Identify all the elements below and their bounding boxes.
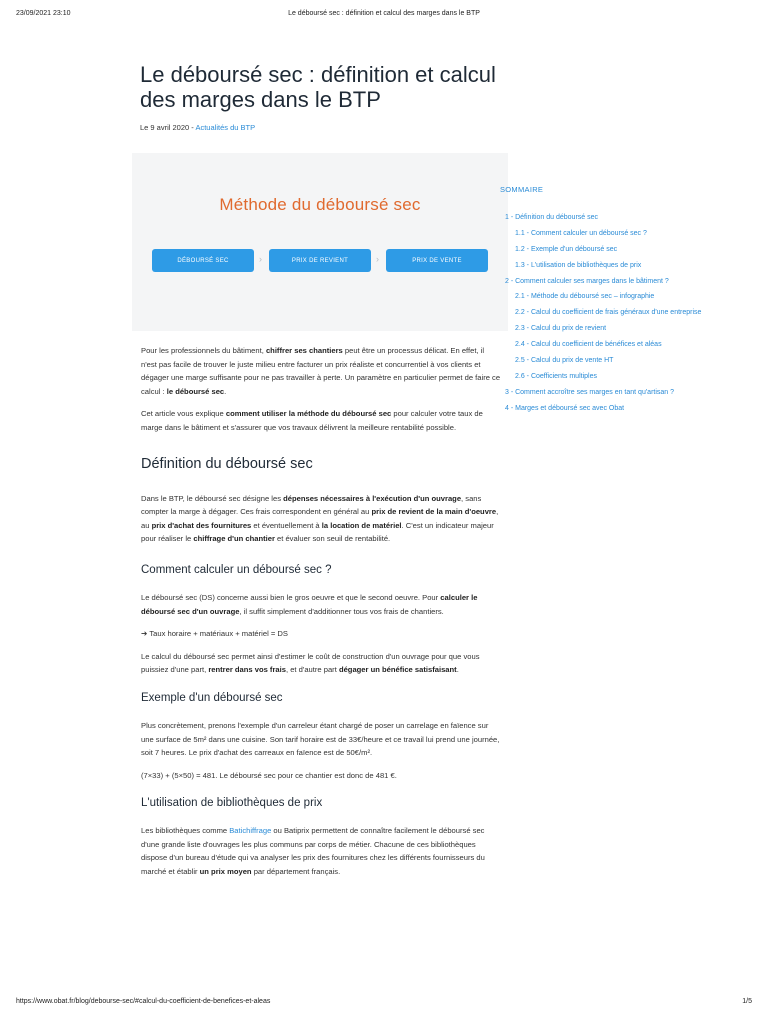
toc-item[interactable]: 2.1 - Méthode du déboursé sec – infographie [515,293,655,301]
text: , et d'autre part [285,665,339,675]
biblio-paragraph [141,824,501,878]
toc-item[interactable]: 2.5 - Calcul du prix de vente HT [515,357,614,365]
print-header [16,10,752,22]
intro-paragraph-2 [141,407,501,434]
toc-item[interactable]: 1.3 - L'utilisation de bibliothèques de prix [515,261,642,269]
bold-text: dégager un bénéfice satisfaisant [338,665,457,675]
article-date: Le 9 avril 2020 - [140,123,194,132]
text: . [456,665,459,675]
chevron-right-icon: › [259,254,262,264]
text: , sans compter la marge à dégager. Ces frais correspondent en général au [141,493,482,517]
bold-text: prix de revient de la main d'oeuvre [371,507,497,517]
print-footer [16,998,752,1010]
text: ou Batiprix permettent de connaître facilement le déboursé sec d'une grande liste d'ouvrages les plus communs par corps de métier. Chacune de ces bibliothèques dispose d'un bureau d'étude qui va analyser les prix des fournitures chez les différents fournisseurs du marché et établir [141,826,485,877]
text: Dans le BTP, le déboursé sec désigne les [141,493,284,503]
toc-item[interactable]: 3 - Comment accroître ses marges en tant qu'artisan ? [505,388,675,396]
exemple-calculation: (7×33) + (5×50) = 481. Le déboursé sec pour ce chantier est donc de 481 €. [141,770,397,780]
hero-title: Méthode du déboursé sec [219,195,421,214]
bold-text: prix d'achat des fournitures [151,520,252,530]
toc-item[interactable]: 1.1 - Comment calculer un déboursé sec ? [515,229,647,237]
chevron-right-icon: › [376,254,379,264]
toc-item[interactable]: 4 - Marges et déboursé sec avec Obat [505,404,625,412]
bold-text: la location de matériel [321,520,402,530]
batichiffrage-link[interactable]: Batichiffrage [229,826,272,836]
bold-text: calculer le déboursé sec d'un ouvrage [141,592,478,616]
formula-line: ➔ Taux horaire + matériaux + matériel = DS [141,629,288,639]
text: Pour les professionnels du bâtiment, [141,346,266,355]
article-meta [140,123,255,132]
category-link[interactable]: Actualités du BTP [195,123,256,132]
print-datetime: 23/09/2021 23:10 [16,10,71,17]
toc-item[interactable]: 2.2 - Calcul du coefficient de frais généraux d'une entreprise [515,309,702,317]
heading-definition: Définition du déboursé sec [141,455,313,472]
comment-paragraph [141,591,501,618]
print-url: https://www.obat.fr/blog/debourse-sec/#calcul-du-coefficient-de-benefices-et-aleas [16,998,271,1005]
text: par département français. [251,867,341,877]
bold-text: un prix moyen [199,867,252,877]
toc-item[interactable]: 2.6 - Coefficients multiples [515,372,597,380]
toc-item[interactable]: 1.2 - Exemple d'un déboursé sec [515,245,618,253]
heading-exemple: Exemple d'un déboursé sec [141,691,283,704]
bold-text: rentrer dans vos frais [208,665,286,675]
intro-paragraph [141,344,501,398]
text: Les bibliothèques comme [141,826,230,836]
heading-bibliotheques: L'utilisation de bibliothèques de prix [141,797,323,810]
text: . [224,386,227,396]
toc-item[interactable]: 2.4 - Calcul du coefficient de bénéfices et aléas [515,341,662,349]
bold-text: chiffrer ses chantiers [265,346,343,355]
table-of-contents [500,185,760,417]
toc-item[interactable]: 1 - Définition du déboursé sec [505,214,598,221]
text: et éventuellement à [251,520,322,530]
text: pour calculer votre taux de marge dans le bâtiment et s'assurer que vos travaux délivrent la meilleure rentabilité possible. [141,409,483,432]
article-title: Le déboursé sec : définition et calcul des marges dans le BTP [140,62,496,112]
toc-item[interactable]: 2.3 - Calcul du prix de revient [515,325,607,333]
page-number: 1/5 [742,998,752,1005]
hero-infographic [132,153,508,331]
bold-text: comment utiliser la méthode du déboursé sec [225,409,392,419]
text: . C'est un indicateur majeur pour réaliser le [141,520,494,544]
toc-title: SOMMAIRE [500,185,544,194]
bold-text: le déboursé sec [166,386,225,396]
comment-paragraph-2 [141,650,501,677]
text: et évaluer son seuil de rentabilité. [274,534,391,544]
definition-paragraph [141,492,501,546]
toc-item[interactable]: 2 - Comment calculer ses marges dans le bâtiment ? [505,277,669,285]
text: , il suffit simplement d'additionner tous vos frais de chantiers. [239,606,444,616]
text: , au [141,507,499,530]
bold-text: chiffrage d'un chantier [193,534,275,544]
article-body [141,344,501,879]
print-document-title: Le déboursé sec : définition et calcul des marges dans le BTP [288,10,480,17]
text: Le calcul du déboursé sec permet ainsi d'estimer le coût de construction d'un ouvrage pour que vous puissiez d'une part, [141,651,480,675]
exemple-paragraph: Plus concrètement, prenons l'exemple d'un carreleur étant chargé de poser un carrelage en faïence sur une surface de 5m² dans une cuisine. Son tarif horaire est de 33€/heure et ce travail lui prend une journée, soit 7 heures. Le prix d'achat des carreaux en faïence est de 50€/m². [141,720,500,758]
bold-text: dépenses nécessaires à l'exécution d'un ouvrage [283,493,462,503]
heading-comment-calculer: Comment calculer un déboursé sec ? [141,563,332,576]
step-prix-de-vente: PRIX DE VENTE [386,249,488,272]
text: peut être un processus délicat. En effet, il n'est pas facile de trouver le juste milieu entre facturer un prix réaliste et concurrentiel à vos clients et dégager une marge suffisante pour ne pas travailler à perte. Un paramètre en particulier permet de faire ce calcul : [141,346,501,396]
text: Le déboursé sec (DS) concerne aussi bien le gros oeuvre et que le second oeuvre. Pour [141,592,441,602]
step-prix-de-revient: PRIX DE REVIENT [269,249,371,272]
text: Cet article vous explique [141,409,226,419]
step-debourse-sec: DÉBOURSÉ SEC [152,249,254,272]
